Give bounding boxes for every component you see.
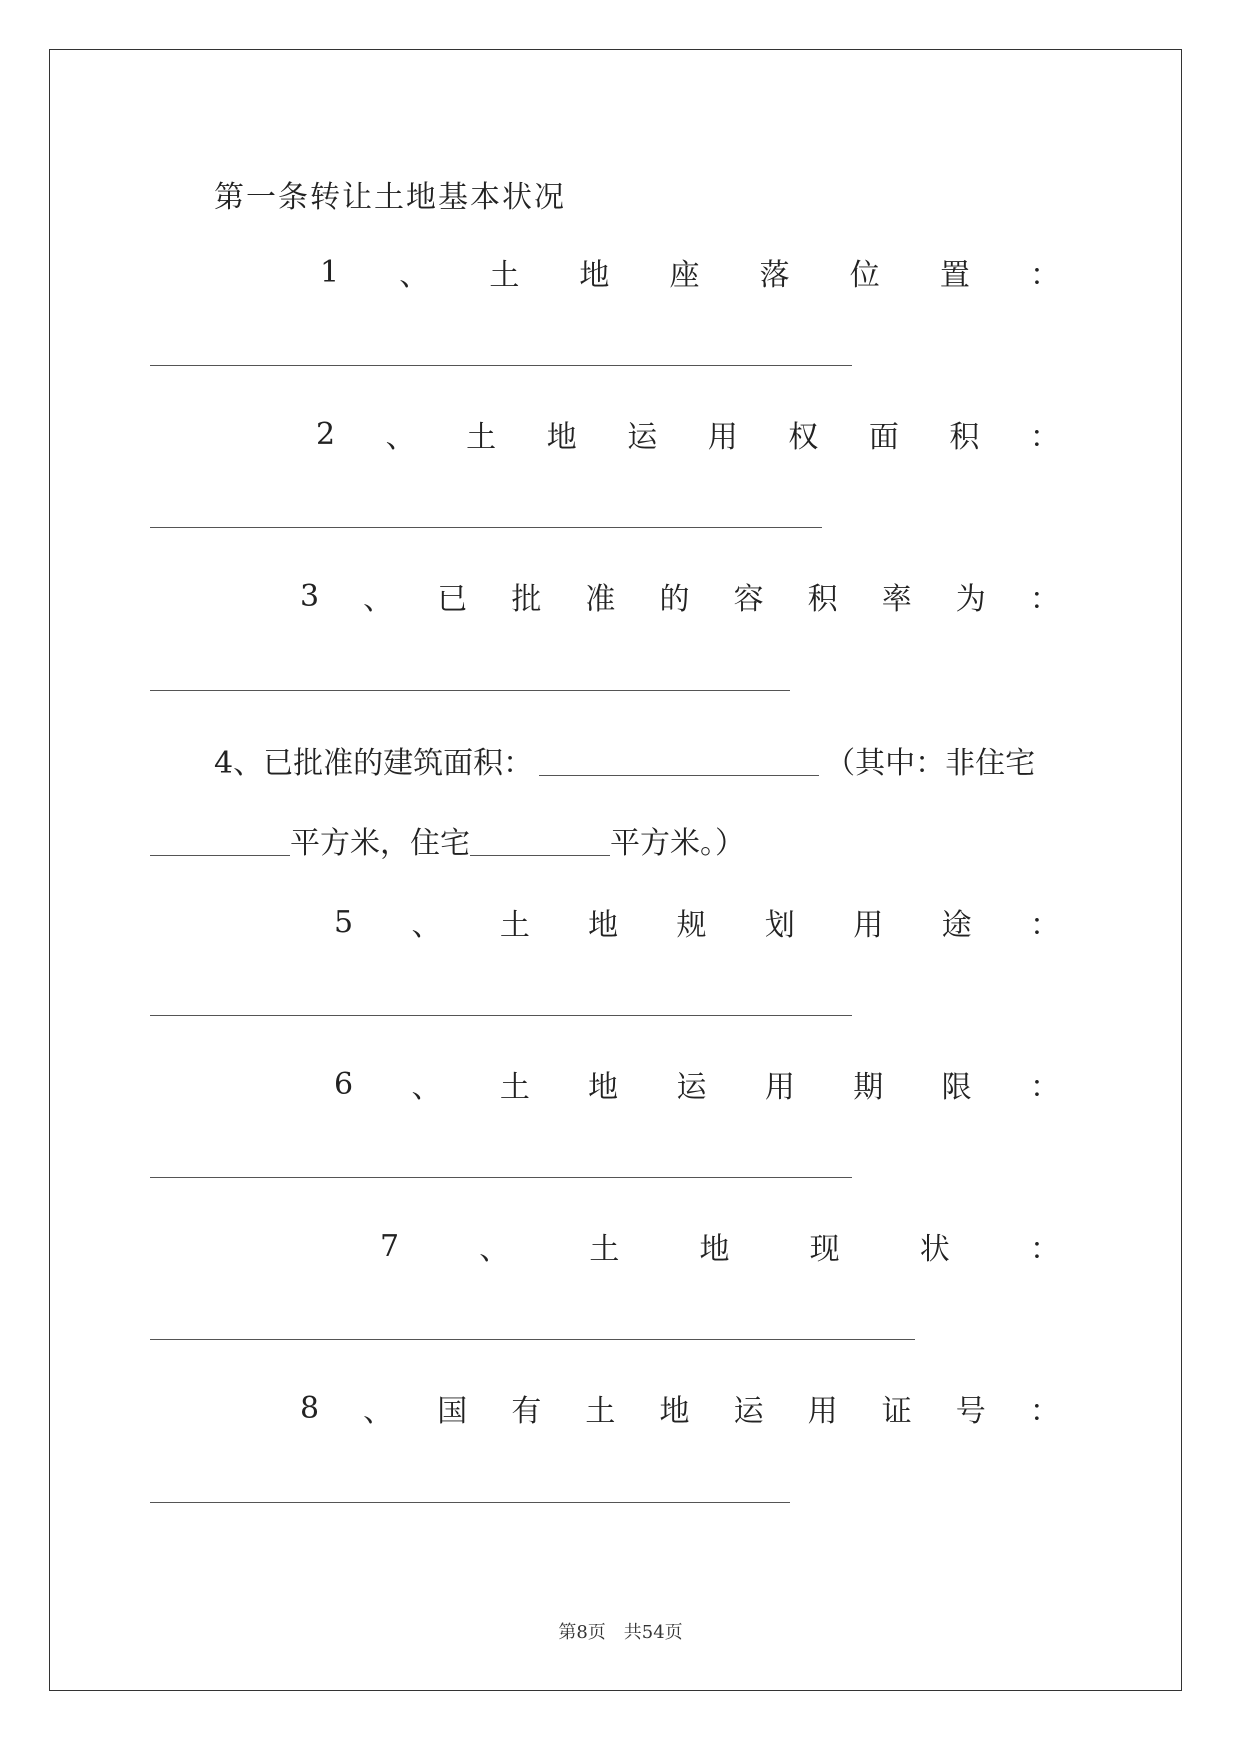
item-6-blank-line xyxy=(150,1177,852,1178)
item-2-blank-line xyxy=(150,527,822,528)
page-footer xyxy=(0,1618,1241,1644)
total-suffix: 页 xyxy=(664,1622,683,1643)
item-1-label: 1 、 土 地 座 落 位 置 ： xyxy=(320,254,1060,293)
item-5-label: 5 、 土 地 规 划 用 途 ： xyxy=(334,904,1060,943)
total-prefix: 共 xyxy=(623,1622,642,1643)
page-suffix: 页 xyxy=(587,1622,606,1643)
item-7-label: 7 、 土 地 现 状 ： xyxy=(380,1228,1060,1267)
item-4-tail: （其中：非住宅 xyxy=(825,746,1036,781)
total-pages: 54 xyxy=(641,1622,665,1643)
item-7-blank-line xyxy=(150,1339,915,1340)
residential-blank xyxy=(470,825,610,856)
page-border xyxy=(49,49,1182,1691)
item-3-label: 3 、 已 批 准 的 容 积 率 为 ： xyxy=(300,578,1060,617)
item-3-blank-line xyxy=(150,690,790,691)
item-4-area-blank xyxy=(539,745,819,776)
item-8-label: 8 、 国 有 土 地 运 用 证 号 ： xyxy=(300,1390,1060,1429)
unit-label-1: 平方米，住宅 xyxy=(290,826,470,861)
item-1-blank-line xyxy=(150,365,852,366)
item-2-label: 2 、 土 地 运 用 权 面 积 ： xyxy=(316,416,1060,455)
section-heading: 第一条转让土地基本状况 xyxy=(214,180,566,215)
page-prefix: 第 xyxy=(558,1622,577,1643)
non-residential-blank xyxy=(150,825,290,856)
unit-label-2: 平方米。） xyxy=(610,826,745,861)
item-4-line xyxy=(214,738,1084,782)
item-5-blank-line xyxy=(150,1015,852,1016)
item-6-label: 6 、 土 地 运 用 期 限 ： xyxy=(334,1066,1060,1105)
page-number: 8 xyxy=(576,1622,588,1643)
item-8-blank-line xyxy=(150,1502,790,1503)
item-4-continuation xyxy=(150,818,745,862)
item-4-label: 4、已批准的建筑面积： xyxy=(214,746,534,781)
